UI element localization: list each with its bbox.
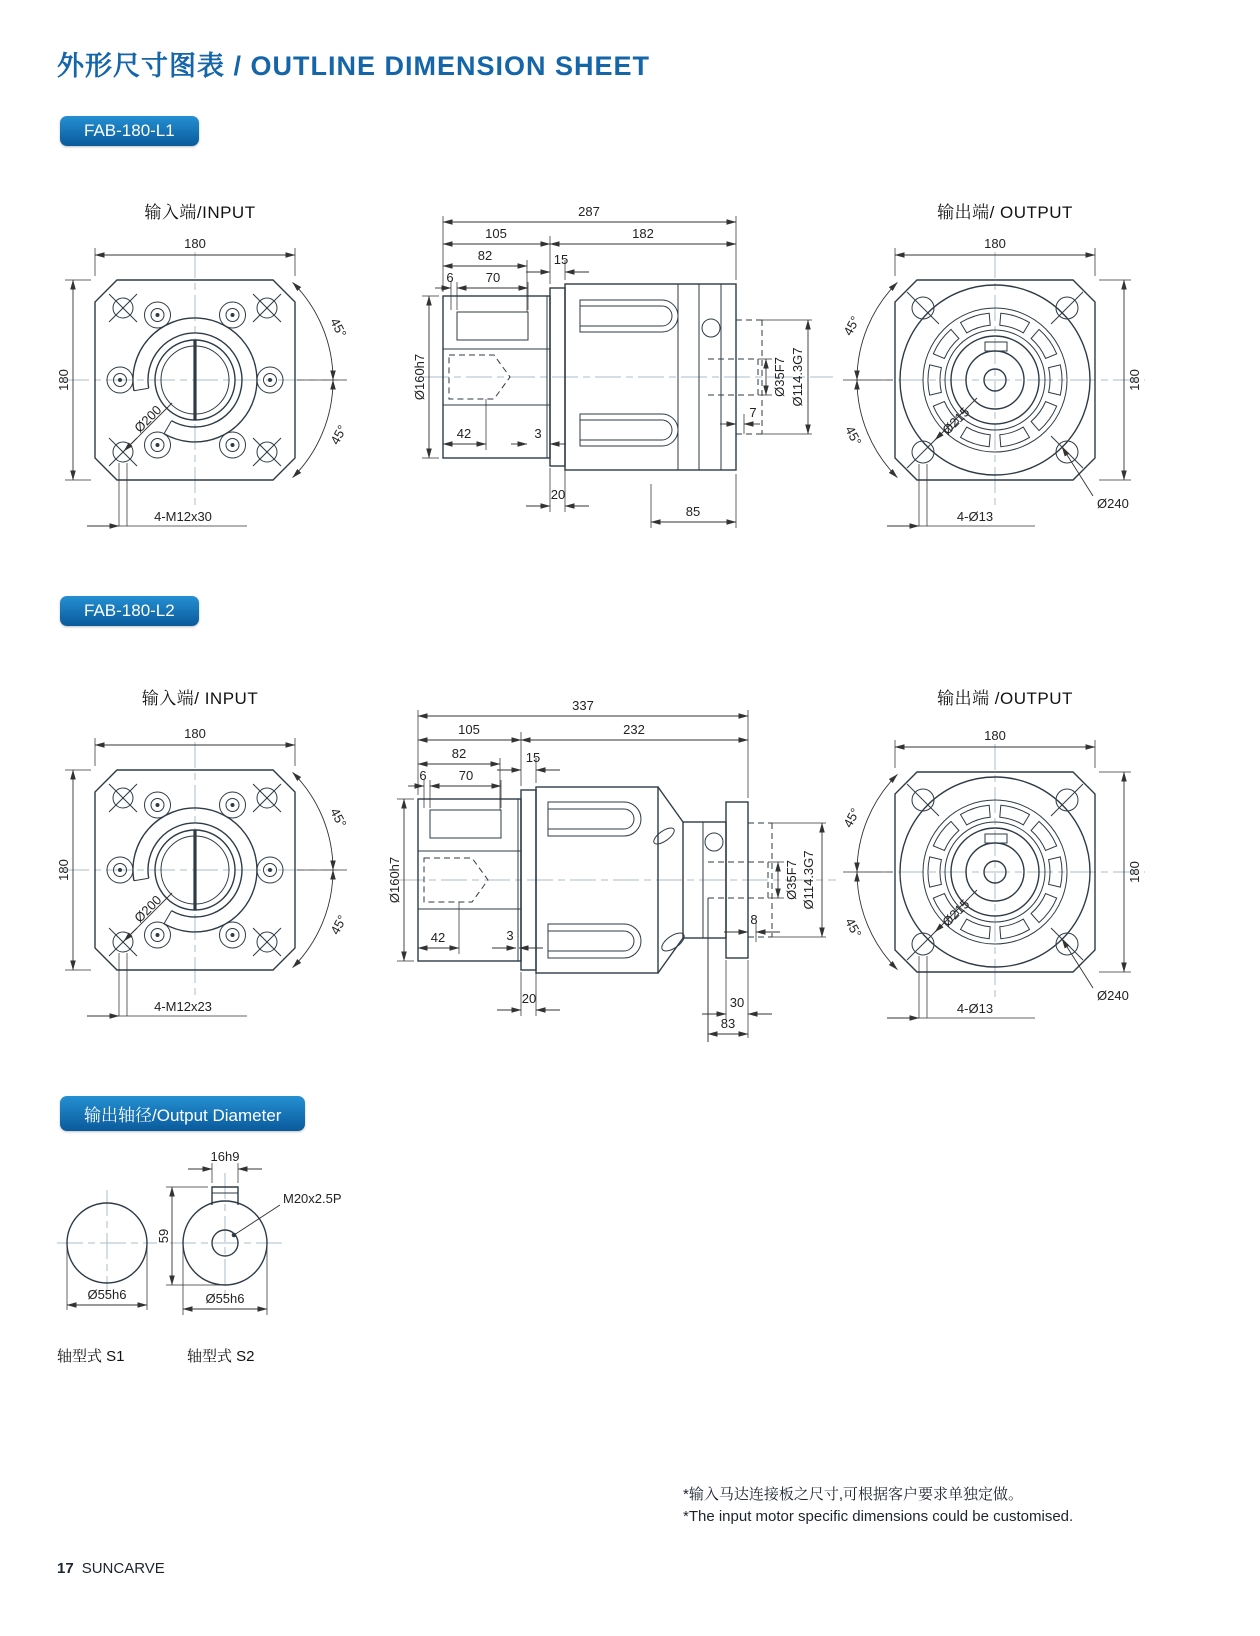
- dim-83: 83: [720, 1016, 736, 1031]
- dim-bore: Ø35F7: [772, 357, 787, 397]
- dim-3: 3: [534, 426, 542, 441]
- dim-shaft: Ø160h7: [387, 856, 402, 904]
- dim-20: 20: [550, 487, 566, 502]
- part-outline: [418, 787, 772, 1042]
- dim-angle-top: 45°: [840, 805, 863, 830]
- dim-shaft: Ø160h7: [412, 353, 427, 401]
- dim-spigot: Ø114.3G7: [801, 850, 816, 910]
- dim-spigot: Ø114.3G7: [790, 347, 805, 407]
- dim-s2-diameter: Ø55h6: [205, 1291, 245, 1306]
- dim-total: 287: [578, 204, 600, 219]
- model-badge-fab-180-l2: FAB-180-L2: [60, 596, 199, 626]
- dim-15: 15: [525, 750, 541, 765]
- footnote: [683, 1484, 1103, 1528]
- dim-42: 42: [430, 930, 446, 945]
- model-badge-fab-180-l1: FAB-180-L1: [60, 116, 199, 146]
- dim-bore: Ø35F7: [784, 860, 799, 900]
- dim-42: 42: [456, 426, 472, 441]
- dim-angle-top: 45°: [327, 315, 350, 340]
- shaft-type-s1-label: 轴型式 S1: [57, 1348, 125, 1365]
- dim-bolt-circle: Ø200: [131, 892, 165, 926]
- l1-side-drawing: [408, 192, 853, 544]
- dim-bolt-circle: Ø215: [939, 896, 973, 930]
- dim-8: 8: [750, 912, 758, 927]
- dim-s1-diameter: Ø55h6: [87, 1287, 127, 1302]
- dim-body: 182: [632, 226, 654, 241]
- dim-holes: 4-Ø13: [956, 1001, 994, 1016]
- shaft-type-s2-label: 轴型式 S2: [187, 1348, 255, 1365]
- dim-s2-thread: M20x2.5P: [283, 1191, 342, 1206]
- l1-output-drawing: [835, 200, 1175, 552]
- dim-bolts: 4-M12x30: [154, 509, 212, 524]
- dim-82: 82: [477, 248, 493, 263]
- dim-holes: 4-Ø13: [956, 509, 994, 524]
- dim-82: 82: [451, 746, 467, 761]
- l2-input-drawing: [35, 690, 365, 1042]
- dim-width: 180: [984, 236, 1006, 251]
- l2-input-title: 输入端/ INPUT: [141, 689, 259, 708]
- dim-s2-height: 59: [156, 1228, 171, 1244]
- dim-front: 105: [458, 722, 480, 737]
- dim-angle-bottom: 45°: [327, 912, 350, 937]
- footnote-cn: *输入马达连接板之尺寸,可根据客户要求单独定做。: [683, 1486, 1024, 1503]
- dim-height: 180: [56, 369, 71, 391]
- dim-front: 105: [485, 226, 507, 241]
- dim-bolt-circle: Ø215: [939, 404, 973, 438]
- dim-70: 70: [485, 270, 501, 285]
- page-number: 17: [57, 1560, 74, 1577]
- dim-bolt-circle: Ø200: [131, 402, 165, 436]
- brand-name: SUNCARVE: [81, 1560, 165, 1577]
- dim-width: 180: [984, 728, 1006, 743]
- dim-85: 85: [685, 504, 701, 519]
- dim-height: 180: [1127, 861, 1142, 883]
- l1-output-title: 输出端/ OUTPUT: [937, 203, 1073, 222]
- dim-angle-top: 45°: [327, 805, 350, 830]
- dim-30: 30: [729, 995, 745, 1010]
- dim-15: 15: [553, 252, 569, 267]
- dim-angle-bottom: 45°: [842, 423, 865, 448]
- dim-body: 232: [623, 722, 645, 737]
- dim-outer-dia: Ø240: [1097, 988, 1129, 1003]
- dim-6: 6: [446, 270, 454, 285]
- dim-angle-top: 45°: [840, 313, 863, 338]
- dim-width: 180: [184, 236, 206, 251]
- dim-bolts: 4-M12x23: [154, 999, 212, 1014]
- dim-outer-dia: Ø240: [1097, 496, 1129, 511]
- dim-total: 337: [572, 698, 594, 713]
- footnote-en: *The input motor specific dimensions could be customised.: [683, 1507, 1074, 1525]
- dim-height: 180: [56, 859, 71, 881]
- dim-70: 70: [458, 768, 474, 783]
- dim-6: 6: [419, 768, 427, 783]
- l1-input-drawing: [35, 200, 365, 552]
- l2-side-drawing: [388, 690, 848, 1058]
- l2-output-drawing: [835, 692, 1175, 1044]
- dim-height: 180: [1127, 369, 1142, 391]
- page-footer: [57, 1560, 165, 1577]
- l1-input-title: 输入端/INPUT: [144, 203, 256, 222]
- dim-20: 20: [521, 991, 537, 1006]
- output-diameter-badge: 输出轴径/Output Diameter: [60, 1096, 305, 1131]
- dim-7: 7: [749, 405, 757, 420]
- page-title: 外形尺寸图表 / OUTLINE DIMENSION SHEET: [57, 51, 651, 81]
- l2-output-title: 输出端 /OUTPUT: [937, 689, 1073, 708]
- dim-angle-bottom: 45°: [842, 915, 865, 940]
- shaft-s2-drawing: [130, 1143, 370, 1343]
- dim-s2-keyway: 16h9: [210, 1149, 240, 1164]
- dim-width: 180: [184, 726, 206, 741]
- dim-3: 3: [506, 928, 514, 943]
- dim-angle-bottom: 45°: [327, 422, 350, 447]
